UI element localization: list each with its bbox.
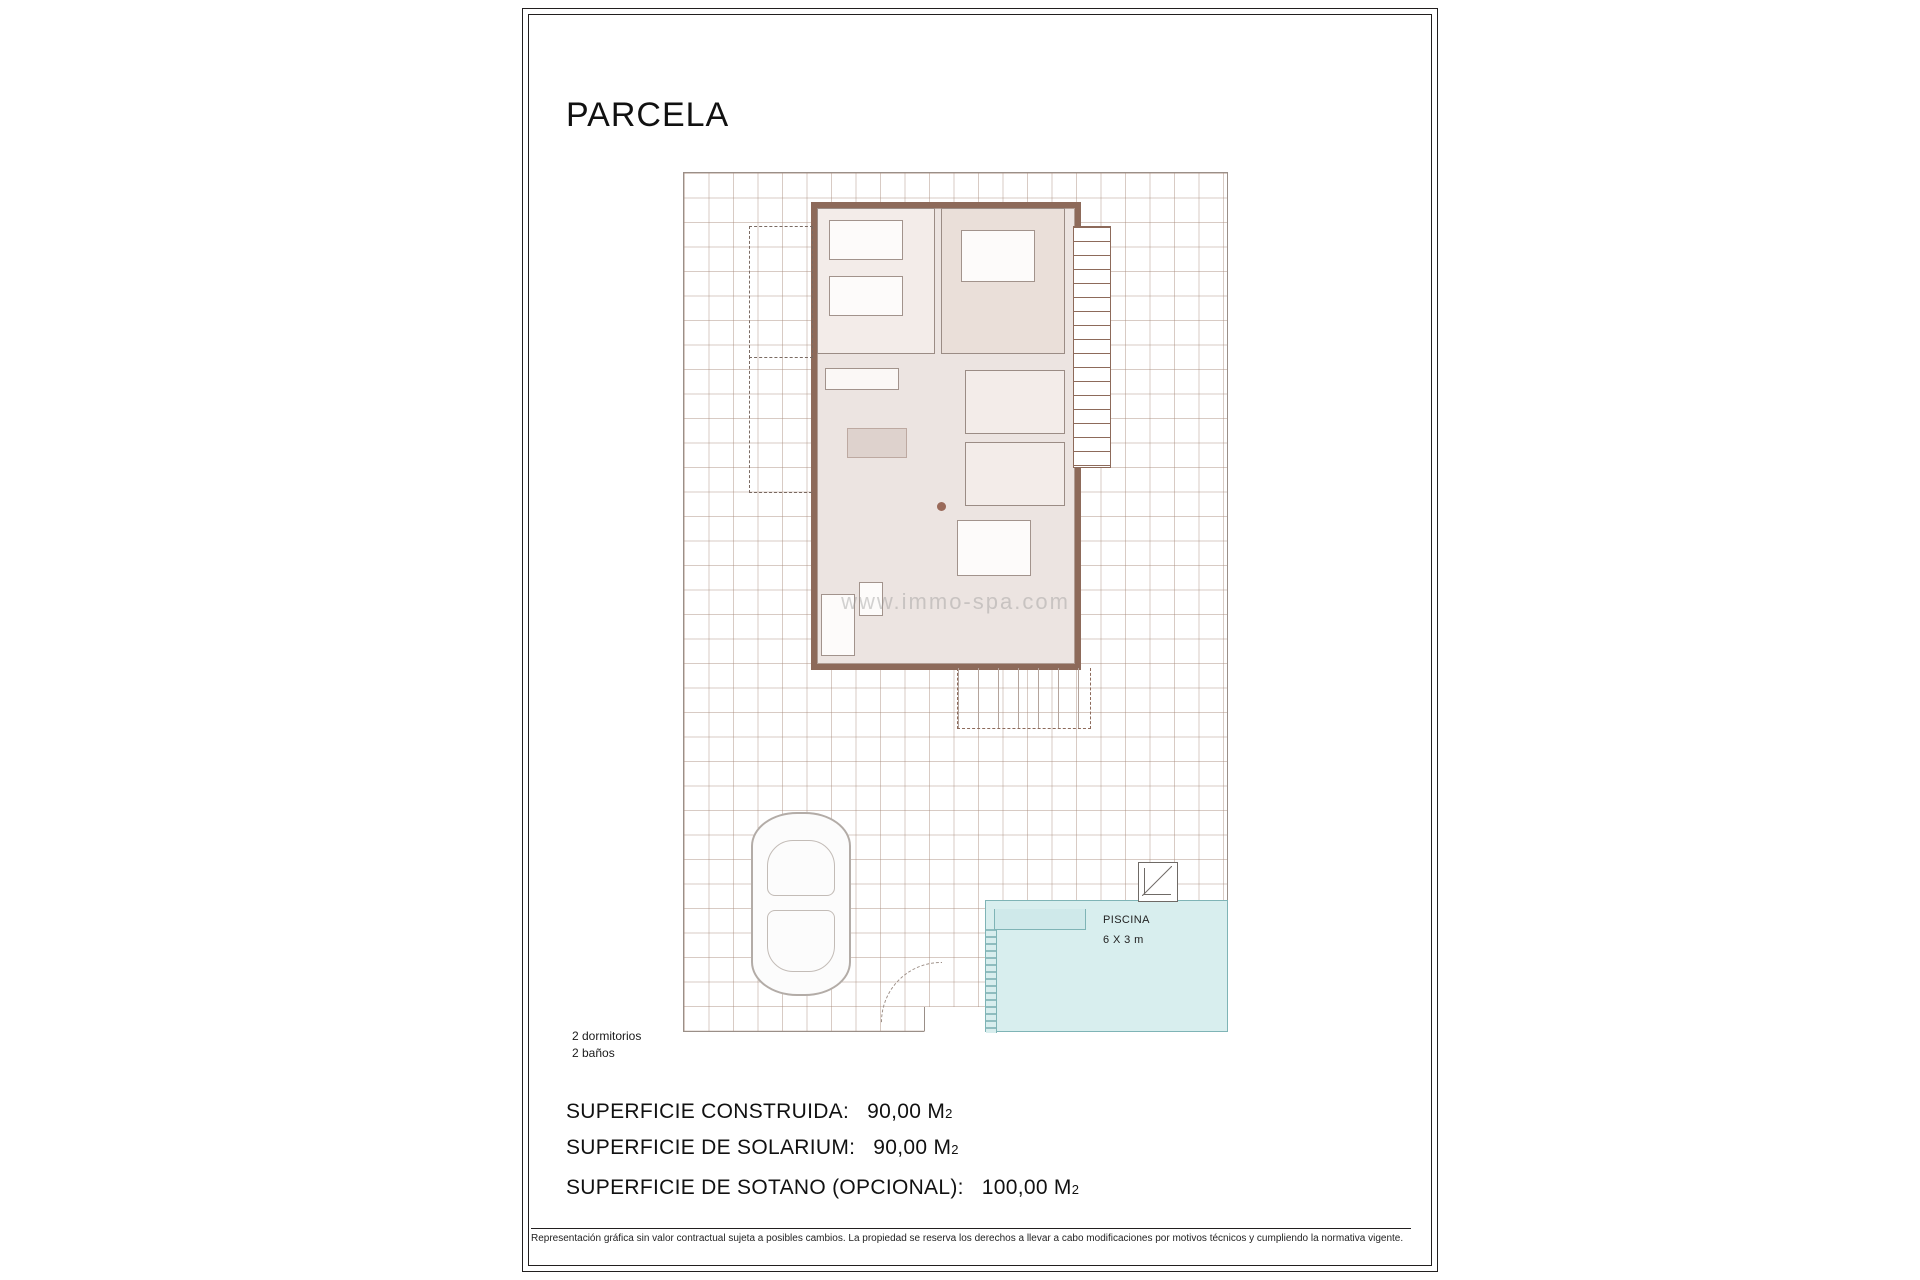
- house-footprint: [811, 202, 1081, 670]
- figure-unit: 2: [945, 1106, 953, 1121]
- surface-figures: [566, 1100, 1386, 1212]
- side-table: [859, 582, 883, 616]
- optional-area-upper: [749, 226, 813, 358]
- pool-size-label: 6 X 3 m: [1103, 934, 1144, 946]
- living-rug: [847, 428, 907, 458]
- page-title: PARCELA: [566, 96, 730, 134]
- figure-value: 90,00 M: [873, 1136, 952, 1159]
- bedrooms-note: 2 dormitorios: [572, 1029, 642, 1043]
- sofa: [821, 594, 855, 656]
- bathroom-1: [965, 370, 1065, 434]
- footer-divider: [531, 1228, 1411, 1229]
- figure-row-solarium: [566, 1136, 1386, 1160]
- optional-area-lower: [749, 356, 812, 493]
- figure-label: SUPERFICIE CONSTRUIDA:: [566, 1100, 850, 1123]
- figure-value: 100,00 M: [981, 1176, 1072, 1199]
- figure-row-construida: [566, 1100, 1386, 1124]
- watermark: www.immo-spa.com: [841, 589, 1070, 614]
- figure-unit: 2: [1071, 1182, 1080, 1197]
- bed-furniture-2: [829, 276, 903, 316]
- terrace-pergola: [957, 668, 1091, 729]
- pool-label: PISCINA: [1103, 914, 1150, 926]
- figure-row-sotano: [566, 1176, 1386, 1200]
- site-plan: [683, 172, 1228, 1032]
- figure-value: 90,00 M: [867, 1100, 946, 1123]
- pool-edge-hatch: [986, 929, 997, 1033]
- disclaimer-text: Representación gráfica sin valor contractual sujeta a posibles cambios. La propiedad se reserva los derechos a llevar a cabo modificaciones por motivos técnicos y cumpliendo la normativa vigente.: [531, 1233, 1404, 1244]
- bed-furniture-1: [829, 220, 903, 260]
- car-parking-icon: [751, 812, 851, 996]
- kitchen-counter: [825, 368, 899, 390]
- bathrooms-note: 2 baños: [572, 1046, 615, 1060]
- north-arrow-icon: [1142, 866, 1172, 896]
- bed-furniture-3: [961, 230, 1035, 282]
- figure-unit: 2: [951, 1142, 959, 1157]
- center-marker-icon: [937, 502, 946, 511]
- room-count-notes: [572, 1028, 641, 1062]
- dining-table: [957, 520, 1031, 576]
- figure-label: SUPERFICIE DE SOTANO (OPCIONAL):: [566, 1176, 964, 1199]
- bathroom-2: [965, 442, 1065, 506]
- pool-steps: [994, 909, 1086, 930]
- north-marker-icon: [1138, 862, 1178, 902]
- figure-label: SUPERFICIE DE SOLARIUM:: [566, 1136, 856, 1159]
- exterior-staircase: [1073, 226, 1111, 468]
